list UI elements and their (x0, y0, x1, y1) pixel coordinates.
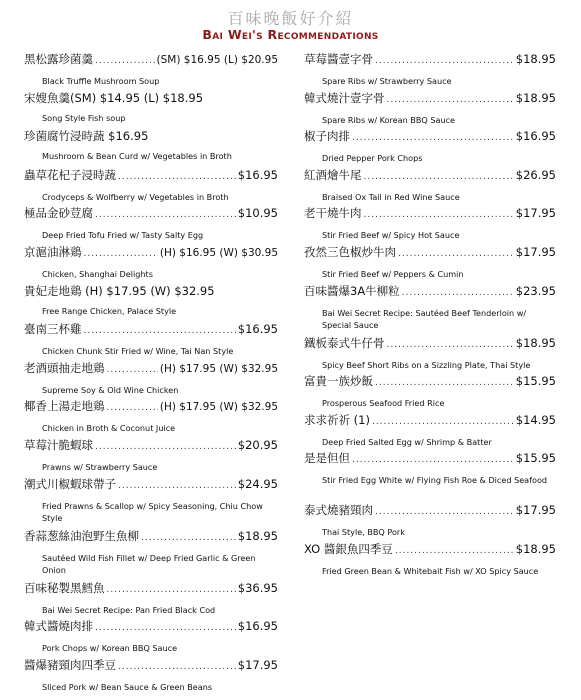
dot-leader (387, 338, 514, 353)
dish-description: Chicken Chunk Stir Fried w/ Wine, Tai Nan Style (42, 346, 234, 357)
dot-leader (375, 376, 514, 391)
dish-price: $18.95 (515, 52, 556, 66)
dish-name: 富貴一族炒飯 (304, 374, 373, 389)
menu-item-line (304, 503, 556, 520)
dish-name: 貴妃走地鶏 (H) $17.95 (W) $32.95 (24, 283, 215, 298)
dish-description: Prawns w/ Strawberry Sauce (42, 461, 158, 472)
dish-name: 求求祈祈 (1) (304, 412, 370, 427)
dish-description: Prosperous Seafood Fried Rice (322, 398, 445, 409)
menu-item-line (304, 451, 556, 468)
menu-item (304, 245, 556, 284)
dish-price: (H) $17.95 (W) $32.95 (159, 401, 278, 414)
menu-item-line (24, 129, 278, 144)
menu-item (304, 413, 556, 452)
menu-item (24, 477, 278, 529)
dish-price: $17.95 (515, 503, 556, 518)
dish-description: Chicken, Shanghai Delights (42, 268, 153, 279)
dish-name: 老干燒牛肉 (304, 206, 362, 221)
english-title: Bai Wei's Recommendations (202, 27, 379, 42)
dish-name: 韓式燒汁壹字骨 (304, 90, 385, 105)
menu-item-line (24, 619, 278, 636)
menu-item (304, 52, 556, 91)
dish-description: Stir Fried Beef w/ Peppers & Cumin (322, 268, 464, 279)
dish-price: $18.95 (515, 335, 556, 350)
menu-item (24, 206, 278, 245)
left-menu-column (24, 52, 278, 696)
dish-description: Stir Fried Egg White w/ Flying Fish Roe & Diced Seafood (322, 475, 548, 486)
dot-leader (364, 208, 514, 223)
dish-price: (H) $17.95 (W) $32.95 (159, 362, 278, 375)
dot-leader (141, 531, 236, 546)
dot-leader (395, 544, 514, 559)
dish-description: Dried Pepper Pork Chops (322, 153, 423, 164)
menu-item-line (24, 529, 278, 546)
dish-name: 椰香上湯走地鶏 (24, 399, 105, 414)
dish-price: (SM) $16.95 (L) $20.95 (156, 54, 278, 66)
dish-price: (H) $16.95 (W) $30.95 (159, 246, 278, 259)
menu-item (24, 581, 278, 620)
dish-description: Bai Wei Secret Recipe: Pan Fried Black Cod (42, 604, 216, 615)
dish-name: 潮式川椒蝦球帶子 (24, 476, 116, 491)
dot-leader (118, 660, 236, 675)
dish-price: $23.95 (515, 283, 556, 298)
menu-item (304, 284, 556, 336)
menu-item (24, 168, 278, 207)
dish-name: 京滬油淋鶏 (24, 244, 82, 259)
menu-item (24, 52, 278, 91)
dish-name: 是是但但 (304, 451, 350, 466)
menu-item (24, 438, 278, 477)
menu-item (24, 361, 278, 400)
dot-leader (387, 93, 514, 108)
dish-name: 韓式醬燒肉排 (24, 619, 93, 634)
dot-leader (364, 170, 514, 185)
dish-price: $16.95 (237, 322, 278, 337)
menu-item-line (304, 542, 556, 559)
dot-leader (402, 286, 514, 301)
menu-item-line (304, 245, 556, 262)
dish-name: 草莓醬壹字骨 (304, 52, 373, 66)
menu-item-line (304, 168, 556, 185)
dish-price: $10.95 (237, 206, 278, 221)
dish-name: 蟲草花杞子浸時蔬 (24, 167, 116, 182)
dish-price: $16.95 (237, 167, 278, 182)
dish-price: $18.95 (515, 541, 556, 556)
menu-item-line (304, 52, 556, 69)
dot-leader (375, 505, 514, 520)
dot-leader (95, 54, 155, 69)
dish-name: 臺南三杯雞 (24, 322, 82, 337)
menu-item-line (24, 206, 278, 223)
dish-name: XO 醬銀魚四季豆 (304, 541, 393, 556)
dish-description: Supreme Soy & Old Wine Chicken (42, 384, 179, 395)
menu-item-line (24, 322, 278, 339)
menu-item-line (304, 91, 556, 108)
dish-price: $16.95 (237, 619, 278, 634)
menu-item (304, 503, 556, 542)
dot-leader (375, 54, 514, 69)
dish-description: Spicy Beef Short Ribs on a Sizzling Plate, Thai Style (322, 359, 531, 370)
dish-name: 香蒜葱絲油泡野生魚柳 (24, 528, 139, 543)
menu-item-line (24, 361, 278, 378)
menu-item-line (304, 413, 556, 430)
dish-price: $15.95 (515, 374, 556, 389)
menu-item (24, 658, 278, 697)
dish-name: 百味秘製黑鱈魚 (24, 580, 105, 595)
menu-item-line (24, 91, 278, 106)
menu-item (24, 91, 278, 130)
dish-price: $36.95 (237, 580, 278, 595)
dot-leader (352, 131, 514, 146)
right-menu-column (304, 52, 556, 581)
menu-item (304, 451, 556, 503)
dish-name: 宋嫂魚羹(SM) $14.95 (L) $18.95 (24, 90, 204, 105)
menu-item-line (24, 581, 278, 598)
menu-item-line (24, 438, 278, 455)
dot-leader (95, 208, 236, 223)
dot-leader (107, 363, 158, 378)
dot-leader (372, 415, 514, 430)
menu-item-line (304, 206, 556, 223)
dish-price: $17.95 (515, 206, 556, 221)
dish-price: $18.95 (515, 90, 556, 105)
dish-description: Braised Ox Tail in Red Wine Sauce (322, 191, 460, 202)
menu-item (24, 529, 278, 581)
dish-price: $16.95 (515, 129, 556, 144)
dish-description: Song Style Fish soup (42, 112, 126, 123)
dish-description: Bai Wei Secret Recipe: Sautéed Beef Tenderloin w/ Special Sauce (322, 307, 527, 330)
dish-price: $14.95 (515, 412, 556, 427)
menu-item (304, 129, 556, 168)
menu-item-line (24, 284, 278, 299)
dot-leader (95, 440, 236, 455)
dish-description: Chicken in Broth & Coconut Juice (42, 423, 176, 434)
dish-description: Fried Green Bean & Whitebait Fish w/ XO Spicy Sauce (322, 565, 539, 576)
menu-item-line (24, 399, 278, 416)
menu-item (24, 619, 278, 658)
dot-leader (107, 401, 158, 416)
menu-item-line (304, 129, 556, 146)
menu-item-line (304, 336, 556, 353)
menu-item (304, 168, 556, 207)
dish-description: Black Truffle Mushroom Soup (42, 76, 160, 86)
dish-name: 百味醬爆3A牛柳粒 (304, 283, 400, 298)
menu-item (24, 322, 278, 361)
dish-description: Sautéed Wild Fish Fillet w/ Deep Fried Garlic & Green Onion (42, 552, 256, 575)
dish-name: 老酒頭抽走地鶏 (24, 360, 105, 375)
dish-description: Pork Chops w/ Korean BBQ Sauce (42, 643, 178, 654)
menu-item (304, 374, 556, 413)
menu-item-line (24, 477, 278, 494)
dot-leader (118, 170, 236, 185)
dot-leader (352, 453, 514, 468)
menu-item-line (304, 374, 556, 391)
dish-name: 珍菌腐竹浸時蔬 $16.95 (24, 129, 149, 144)
dish-description: Fried Prawns & Scallop w/ Spicy Seasoning, Chiu Chow Style (42, 500, 263, 523)
dish-price: $24.95 (237, 476, 278, 491)
dish-name: 草莓汁脆蝦球 (24, 437, 93, 452)
dish-description: Thai Style, BBQ Pork (322, 527, 405, 538)
dish-description: Spare Ribs w/ Strawberry Sauce (322, 76, 452, 86)
dish-name: 黑松露珍菌羹 (24, 52, 93, 66)
menu-item (24, 284, 278, 323)
menu-item-line (24, 52, 278, 69)
dot-leader (398, 247, 514, 262)
menu-item (304, 542, 556, 581)
dish-description: Spare Ribs w/ Korean BBQ Sauce (322, 114, 456, 125)
dish-name: 泰式燒豬頸肉 (304, 503, 373, 518)
dish-price: $15.95 (515, 451, 556, 466)
dish-name: 極品金砂荳腐 (24, 206, 93, 221)
menu-item (24, 129, 278, 168)
menu-item-line (24, 168, 278, 185)
dish-description: Free Range Chicken, Palace Style (42, 305, 177, 316)
dot-leader (118, 479, 236, 494)
menu-item-line (304, 284, 556, 301)
dish-name: 紅酒燴牛尾 (304, 167, 362, 182)
dish-price: $20.95 (237, 437, 278, 452)
dish-price: $18.95 (237, 528, 278, 543)
menu-item (304, 206, 556, 245)
dot-leader (107, 583, 236, 598)
dish-name: 椒子肉排 (304, 129, 350, 144)
menu-item (304, 336, 556, 375)
dish-description: Deep Fried Salted Egg w/ Shrimp & Batter (322, 436, 492, 447)
dish-description: Mushroom & Bean Curd w/ Vegetables in Broth (42, 151, 232, 162)
menu-item (304, 91, 556, 130)
dish-description: Stir Fried Beef w/ Spicy Hot Sauce (322, 230, 460, 241)
dish-name: 醬爆豬頸肉四季豆 (24, 657, 116, 672)
menu-item (24, 399, 278, 438)
chinese-title: 百味晚飯好介紹 (227, 9, 354, 28)
menu-item-line (24, 245, 278, 262)
dot-leader (84, 247, 158, 262)
dish-description: Deep Fried Tofu Fried w/ Tasty Salty Egg (42, 230, 204, 241)
dish-price: $26.95 (515, 167, 556, 182)
dish-description: Sliced Pork w/ Bean Sauce & Green Beans (42, 681, 213, 692)
dot-leader (84, 324, 236, 339)
dish-name: 孜然三色椒炒牛肉 (304, 244, 396, 259)
dish-price: $17.95 (515, 244, 556, 259)
dish-name: 鐵板泰式牛仔骨 (304, 335, 385, 350)
menu-item-line (24, 658, 278, 675)
menu-item (24, 245, 278, 284)
dish-description: Crodyceps & Wolfberry w/ Vegetables in Broth (42, 191, 229, 202)
dish-price: $17.95 (237, 657, 278, 672)
dot-leader (95, 621, 236, 636)
